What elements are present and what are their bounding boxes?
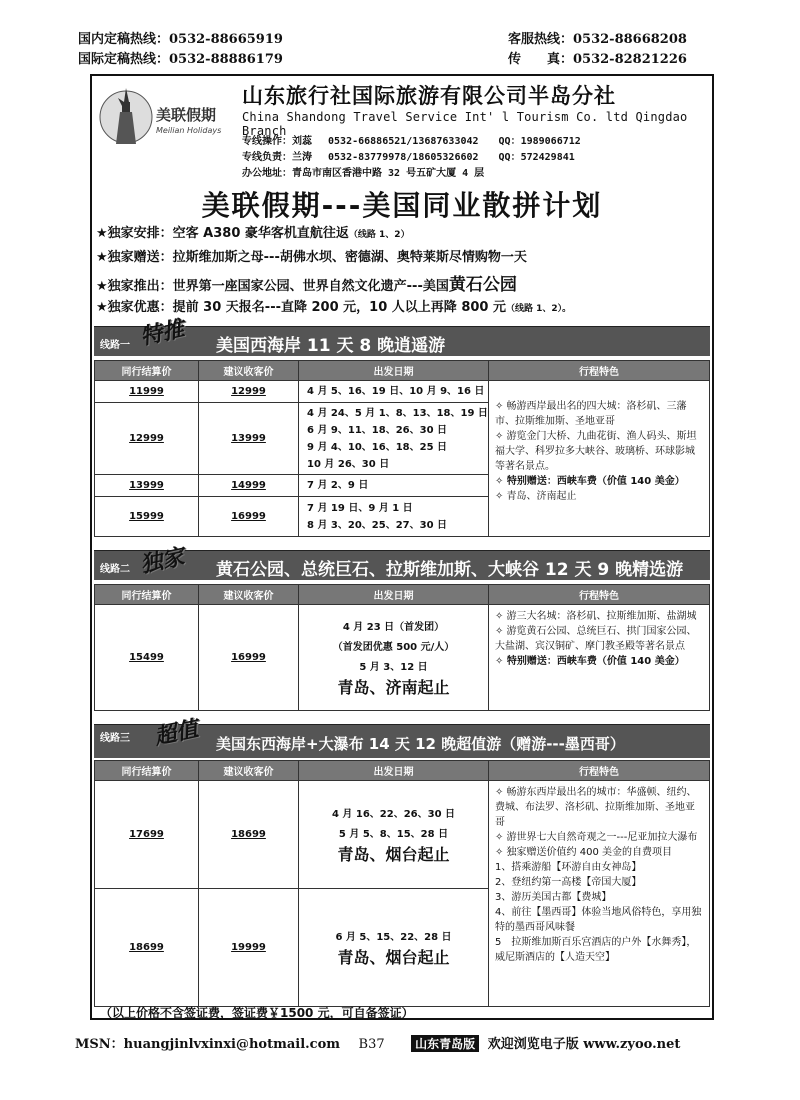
contact-manager: 专线负责：兰涛 0532-83779978/18605326602 QQ：572429841 xyxy=(242,152,575,163)
edition-tag: 山东青岛版 xyxy=(411,1035,479,1052)
header-features: 行程特色 xyxy=(489,361,710,381)
route3-table: 同行结算价 建议收客价 出发日期 行程特色 17699 18699 4 月 16、22、26、30 日 5 月 5、8、15、28 日 青岛、烟台起止 ✧ 畅游东西岸最出名的城市：华盛顿、纽约、费城、布法罗、洛杉矶、拉斯维加斯、圣地亚哥 ✧ 游世界七大自然奇观之一---尼亚加拉大瀑布 ✧ 独家赠送价值约 400 美金的自费项目 1、搭乘游船【环游自由女神岛】 2、登纽约第一高楼【帝国大厦】 3、游历美国古都【费城】 4、前往【墨西哥】体验当地风俗特色，享用独特的墨西哥风味餐 5 拉斯维加斯百乐宫酒店的户外【水舞秀】，威尼斯酒店的【人造天空】 18699 19999 6 月 5、15、22、28 日 青岛、烟台起止 xyxy=(94,760,710,1007)
route2-features: ✧ 游三大名城：洛杉矶、拉斯维加斯、盐湖城 ✧ 游览黄石公园、总统巨石、拱门国家公园、大盐湖、宾汉铜矿、摩门教圣殿等著名景点 ✧ 特别赠送：西峡车费（价值 140 美金） xyxy=(489,605,710,711)
route2-table: 同行结算价 建议收客价 出发日期 行程特色 15499 16999 4 月 23 日（首发团） （首发团优惠 500 元/人） 5 月 3、12 日 青岛、济南起止 ✧ 游三大名城：洛杉矶、拉斯维加斯、盐湖城 ✧ 游览黄石公园、总统巨石、拱门国家公园、大盐湖、宾汉铜矿、摩门教圣殿等著名景点 ✧ 特别赠送：西峡车费（价值 140 美金） xyxy=(94,584,710,711)
company-logo xyxy=(98,82,233,154)
route3-features: ✧ 畅游东西岸最出名的城市：华盛顿、纽约、费城、布法罗、洛杉矶、拉斯维加斯、圣地亚哥 ✧ 游世界七大自然奇观之一---尼亚加拉大瀑布 ✧ 独家赠送价值约 400 美金的自费项目 1、搭乘游船【环游自由女神岛】 2、登纽约第一高楼【帝国大厦】 3、游历美国古都【费城】 4、前往【墨西哥】体验当地风俗特色，享用独特的墨西哥风味餐 5 拉斯维加斯百乐宫酒店的户外【水舞秀】，威尼斯酒店的【人造天空】 xyxy=(489,781,710,1007)
route1-table xyxy=(94,360,710,537)
highlight-1: ★独家安排：空客 A380 豪华客机直航往返（线路 1、2） xyxy=(96,226,410,241)
website-link[interactable]: 欢迎浏览电子版 www.zyoo.net xyxy=(487,1037,681,1052)
office-address: 办公地址：青岛市南区香港中路 32 号五矿大厦 4 层 xyxy=(242,168,485,179)
route3-stamp: 超值 xyxy=(152,716,201,751)
table-row: 13999 14999 7 月 2、9 日 xyxy=(95,475,710,497)
domestic-hotline: 国内定稿热线：0532-88665919 xyxy=(78,32,283,47)
route2-title: 黄石公园、总统巨石、拉斯维加斯、大峡谷 12 天 9 晚精选游 xyxy=(216,560,684,580)
highlight-3: ★独家推出：世界第一座国家公园、世界自然文化遗产---美国黄石公园 xyxy=(96,275,517,295)
page-footer xyxy=(75,1033,725,1052)
route3-title: 美国东西海岸+大瀑布 14 天 12 晚超值游（赠游---墨西哥） xyxy=(216,735,625,753)
ad-frame xyxy=(90,74,714,1020)
route2-bar xyxy=(94,550,710,580)
route1-stamp: 特推 xyxy=(138,316,187,351)
header-dates: 出发日期 xyxy=(299,361,489,381)
header-suggest: 建议收客价 xyxy=(199,361,299,381)
route1-label: 线路一 xyxy=(100,340,130,351)
table-row: 17699 18699 4 月 16、22、26、30 日 5 月 5、8、15、28 日 青岛、烟台起止 ✧ 畅游东西岸最出名的城市：华盛顿、纽约、费城、布法罗、洛杉矶、拉斯维加斯、圣地亚哥 ✧ 游世界七大自然奇观之一---尼亚加拉大瀑布 ✧ 独家赠送价值约 400 美金的自费项目 1、搭乘游船【环游自由女神岛】 2、登纽约第一高楼【帝国大厦】 3、游历美国古都【费城】 4、前往【墨西哥】体验当地风俗特色，享用独特的墨西哥风味餐 5 拉斯维加斯百乐宫酒店的户外【水舞秀】，威尼斯酒店的【人造天空】 xyxy=(95,781,710,889)
page-number: B37 xyxy=(358,1037,385,1052)
logo-brand: 美联假期 xyxy=(156,106,217,124)
company-name-en: China Shandong Travel Service Int' l Tourism Co. ltd Qingdao Branch xyxy=(242,110,688,138)
highlight-2: ★独家赠送：拉斯维加斯之母---胡佛水坝、密德湖、奥特莱斯尽情购物一天 xyxy=(96,250,527,265)
route1-title: 美国西海岸 11 天 8 晚逍遥游 xyxy=(216,336,446,356)
logo-en: Meilian Holidays xyxy=(156,126,222,135)
company-name: 山东旅行社国际旅游有限公司半岛分社 xyxy=(242,84,616,108)
contact-operator: 专线操作：刘蕊 0532-66886521/13687633042 QQ：1989066712 xyxy=(242,136,581,147)
statue-of-liberty-icon xyxy=(98,82,154,152)
intl-hotline: 国际定稿热线：0532-88886179 xyxy=(78,52,283,67)
table-row: 11999 12999 4 月 5、16、19 日、10 月 9、16 日 ✧ 畅游西岸最出名的四大城：洛杉矶、三藩市、拉斯维加斯、圣地亚哥 ✧ 游览金门大桥、九曲花街、渔人码头、斯坦福大学、科罗拉多大峡谷、玻璃桥、环球影城等著名景点。 ✧ 特别赠送：西峡车费（价值 140 美金） ✧ 青岛、济南起止 xyxy=(95,381,710,403)
msn-contact: MSN：huangjinlvxinxi@hotmail.com xyxy=(75,1037,340,1052)
visa-note: （以上价格不含签证费，签证费￥1500 元，可自备签证） xyxy=(100,1006,414,1020)
table-row: 15999 16999 7 月 19 日、9 月 1 日 8 月 3、20、25、27、30 日 xyxy=(95,497,710,537)
route3-label: 线路三 xyxy=(100,733,130,744)
header-peer: 同行结算价 xyxy=(95,361,199,381)
highlight-4: ★独家优惠：提前 30 天报名---直降 200 元，10 人以上再降 800 元（线路 1、2）。 xyxy=(96,300,572,315)
fax-number: 传 真：0532-82821226 xyxy=(508,52,687,67)
route2-stamp: 独家 xyxy=(138,544,187,579)
table-row: 12999 13999 4 月 24、5 月 1、8、13、18、19 日 6 月 9、11、18、26、30 日 9 月 4、10、16、18、25 日 10 月 26、30 日 xyxy=(95,403,710,475)
table-row: 18699 19999 6 月 5、15、22、28 日 青岛、烟台起止 xyxy=(95,889,710,1007)
service-hotline: 客服热线：0532-88668208 xyxy=(508,32,687,47)
page-title: 美联假期---美国同业散拼计划 xyxy=(201,189,603,222)
route1-features: ✧ 畅游西岸最出名的四大城：洛杉矶、三藩市、拉斯维加斯、圣地亚哥 ✧ 游览金门大桥、九曲花街、渔人码头、斯坦福大学、科罗拉多大峡谷、玻璃桥、环球影城等著名景点。 ✧ 特别赠送：西峡车费（价值 140 美金） ✧ 青岛、济南起止 xyxy=(489,381,710,537)
table-row: 15499 16999 4 月 23 日（首发团） （首发团优惠 500 元/人） 5 月 3、12 日 青岛、济南起止 ✧ 游三大名城：洛杉矶、拉斯维加斯、盐湖城 ✧ 游览黄石公园、总统巨石、拱门国家公园、大盐湖、宾汉铜矿、摩门教圣殿等著名景点 ✧ 特别赠送：西峡车费（价值 140 美金） xyxy=(95,605,710,711)
route2-label: 线路二 xyxy=(100,564,130,575)
